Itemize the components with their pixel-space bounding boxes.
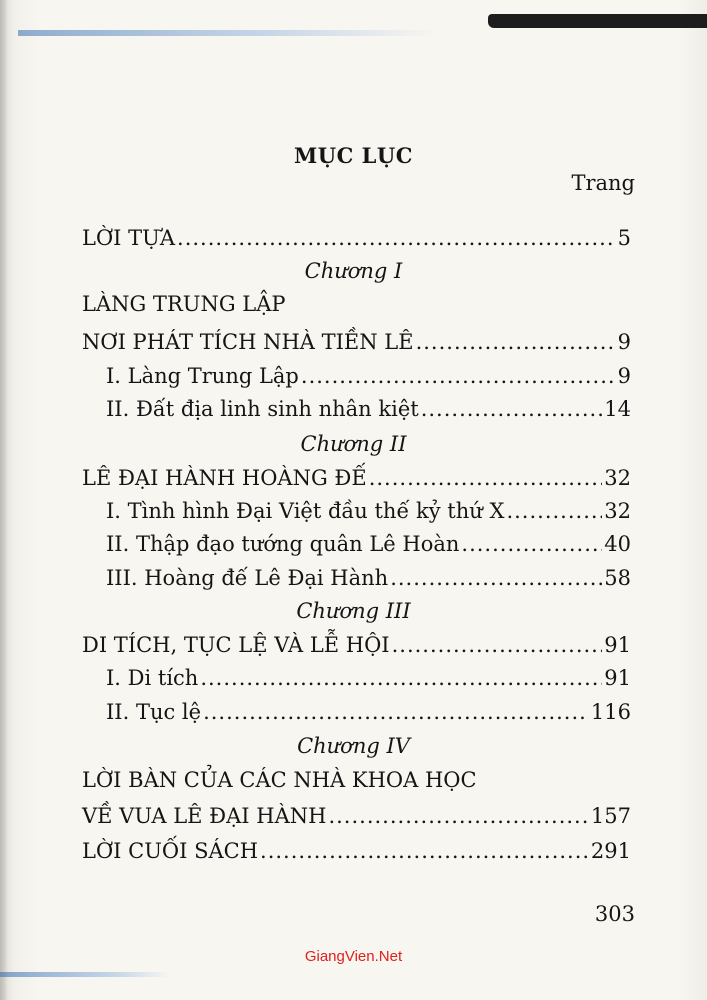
toc-entry-page: 116 — [590, 700, 631, 724]
toc-entry-1-1[interactable] — [106, 364, 631, 388]
dot-leader — [301, 364, 616, 388]
chapter-title-4-line1: LỜI BÀN CỦA CÁC NHÀ KHOA HỌC — [82, 768, 477, 792]
chapter-heading-3: Chương III — [296, 599, 411, 623]
toc-entry-label: II. Thập đạo tướng quân Lê Hoàn — [106, 532, 460, 556]
toc-entry-page: 91 — [604, 666, 631, 690]
toc-entry-2-3[interactable] — [106, 566, 631, 590]
toc-entry-chapter2[interactable] — [82, 466, 631, 490]
toc-entry-label: III. Hoàng đế Lê Đại Hành — [106, 566, 389, 590]
dot-leader — [177, 226, 616, 250]
dot-leader — [200, 666, 602, 690]
toc-entry-page: 14 — [604, 397, 631, 421]
toc-entry-label: LÊ ĐẠI HÀNH HOÀNG ĐẾ — [82, 466, 367, 490]
chapter-heading-2: Chương II — [300, 432, 407, 456]
dot-leader — [421, 397, 603, 421]
toc-entry-label: LỜI CUỐI SÁCH — [82, 839, 259, 863]
scan-artifact-bottom — [0, 972, 170, 977]
toc-entry-chapter1[interactable] — [82, 330, 631, 354]
toc-entry-page: 157 — [590, 804, 631, 828]
dot-leader — [461, 532, 602, 556]
toc-entry-2-2[interactable] — [106, 532, 631, 556]
toc-title: MỤC LỤC — [294, 143, 413, 168]
toc-entry-label: LỜI TỰA — [82, 226, 176, 250]
toc-entry-page: 9 — [617, 364, 631, 388]
toc-entry-preface[interactable] — [82, 226, 631, 250]
toc-entry-page: 32 — [604, 466, 631, 490]
dot-leader — [392, 633, 603, 657]
toc-entry-page: 91 — [604, 633, 631, 657]
toc-entry-page: 291 — [590, 839, 631, 863]
toc-entry-label: VỀ VUA LÊ ĐẠI HÀNH — [82, 804, 327, 828]
toc-entry-label: I. Di tích — [106, 666, 199, 690]
dot-leader — [260, 839, 589, 863]
scan-artifact-corner — [488, 14, 707, 28]
toc-entry-page: 32 — [604, 499, 631, 523]
toc-entry-page: 40 — [604, 532, 631, 556]
toc-entry-epilogue[interactable] — [82, 839, 631, 863]
page-column-header: Trang — [571, 171, 635, 195]
toc-entry-page: 58 — [604, 566, 631, 590]
toc-entry-chapter4[interactable] — [82, 804, 631, 828]
toc-entry-page: 5 — [617, 226, 631, 250]
toc-entry-label: I. Làng Trung Lập — [106, 364, 299, 388]
toc-entry-label: II. Đất địa linh sinh nhân kiệt — [106, 397, 419, 421]
toc-entry-label: I. Tình hình Đại Việt đầu thế kỷ thứ X — [106, 499, 505, 523]
toc-entry-label: NƠI PHÁT TÍCH NHÀ TIỀN LÊ — [82, 330, 414, 354]
toc-entry-label: II. Tục lệ — [106, 700, 202, 724]
dot-leader — [506, 499, 602, 523]
toc-entry-2-1[interactable] — [106, 499, 631, 523]
dot-leader — [390, 566, 602, 590]
page-number: 303 — [594, 902, 635, 926]
toc-entry-3-1[interactable] — [106, 666, 631, 690]
toc-entry-label: DI TÍCH, TỤC LỆ VÀ LỄ HỘI — [82, 633, 390, 657]
dot-leader — [416, 330, 616, 354]
scan-artifact-top — [18, 30, 438, 36]
dot-leader — [369, 466, 603, 490]
toc-entry-3-2[interactable] — [106, 700, 631, 724]
toc-entry-chapter3[interactable] — [82, 633, 631, 657]
chapter-heading-1: Chương I — [304, 259, 403, 283]
watermark: GiangVien.Net — [304, 948, 403, 965]
toc-entry-1-2[interactable] — [106, 397, 631, 421]
chapter-heading-4: Chương IV — [297, 734, 410, 758]
toc-entry-page: 9 — [617, 330, 631, 354]
dot-leader — [203, 700, 589, 724]
chapter-title-1-line1: LÀNG TRUNG LẬP — [82, 292, 286, 316]
dot-leader — [328, 804, 588, 828]
